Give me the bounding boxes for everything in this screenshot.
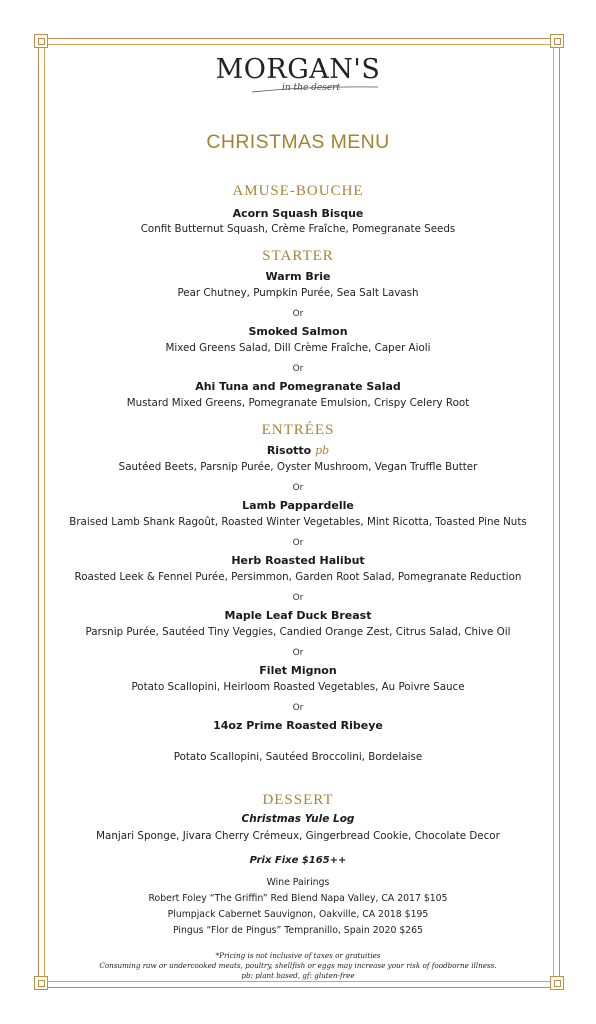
wine-pairing-item: Plumpjack Cabernet Sauvignon, Oakville, CA 2018 $195 [167,909,429,920]
dish-description: Mustard Mixed Greens, Pomegranate Emulsion, Crispy Celery Root [126,397,470,409]
or-separator: Or [292,364,304,374]
corner-ornament-top-left [34,34,48,48]
dish-description: Sautéed Beets, Parsnip Purée, Oyster Mushroom, Vegan Truffle Butter [118,461,478,473]
dish-description: Manjari Sponge, Jivara Cherry Crémeux, Gingerbread Cookie, Chocolate Decor [96,830,500,842]
plant-based-tag: pb [315,444,330,457]
or-separator: Or [292,648,304,658]
food-safety-note: Consuming raw or undercooked meats, poultry, shellfish or eggs may increase your risk of foodborne illness. [99,961,497,970]
dish-description: Potato Scallopini, Heirloom Roasted Vegetables, Au Poivre Sauce [131,681,465,693]
logo-tagline: in the desert [282,83,341,93]
prix-fixe-price: Prix Fixe $165++ [249,855,347,866]
dish-name: Maple Leaf Duck Breast [224,609,372,622]
dish-name: Filet Mignon [259,664,337,677]
dish-name-text: Risotto [266,444,312,457]
wine-pairing-item: Robert Foley “The Griffin” Red Blend Napa Valley, CA 2017 $105 [148,893,448,904]
menu-title: CHRISTMAS MENU [206,131,390,153]
section-heading-dessert: DESSERT [262,792,334,808]
section-heading-amuse-bouche: AMUSE-BOUCHE [232,183,364,199]
or-separator: Or [292,538,304,548]
section-heading-entrees: ENTRÉES [261,422,335,438]
dietary-legend: pb: plant based, gf: gluten-free [241,971,355,980]
pricing-note: *Pricing is not inclusive of taxes or gratuities [215,951,381,960]
dish-description: Potato Scallopini, Sautéed Broccolini, Bordelaise [173,751,423,763]
section-heading-starter: STARTER [262,248,334,264]
or-separator: Or [292,309,304,319]
dish-name: Warm Brie [265,270,331,283]
dish-description: Confit Butternut Squash, Crème Fraîche, Pomegranate Seeds [140,223,456,235]
dish-name: Christmas Yule Log [241,813,355,825]
wine-pairing-item: Pingus “Flor de Pingus” Tempranillo, Spain 2020 $265 [173,925,423,936]
dish-description: Parsnip Purée, Sautéed Tiny Veggies, Candied Orange Zest, Citrus Salad, Chive Oil [85,626,511,638]
dish-name: Acorn Squash Bisque [232,207,364,220]
dish-name: Herb Roasted Halibut [231,554,365,567]
dish-name: Lamb Pappardelle [242,499,354,512]
or-separator: Or [292,483,304,493]
dish-description: Mixed Greens Salad, Dill Crème Fraîche, Caper Aioli [165,342,431,354]
dish-description: Pear Chutney, Pumpkin Purée, Sea Salt Lavash [177,287,419,299]
dish-name [0,444,596,457]
dish-description: Roasted Leek & Fennel Purée, Persimmon, Garden Root Salad, Pomegranate Reduction [74,571,522,583]
corner-ornament-top-right [550,34,564,48]
restaurant-logo: MORGAN'S [215,54,381,85]
or-separator: Or [292,593,304,603]
dish-name: Ahi Tuna and Pomegranate Salad [195,380,401,393]
dish-name: 14oz Prime Roasted Ribeye [213,719,383,732]
or-separator: Or [292,703,304,713]
wine-pairings-heading: Wine Pairings [266,877,330,888]
dish-description: Braised Lamb Shank Ragoût, Roasted Winter Vegetables, Mint Ricotta, Toasted Pine Nuts [69,516,527,528]
dish-name: Smoked Salmon [248,325,348,338]
